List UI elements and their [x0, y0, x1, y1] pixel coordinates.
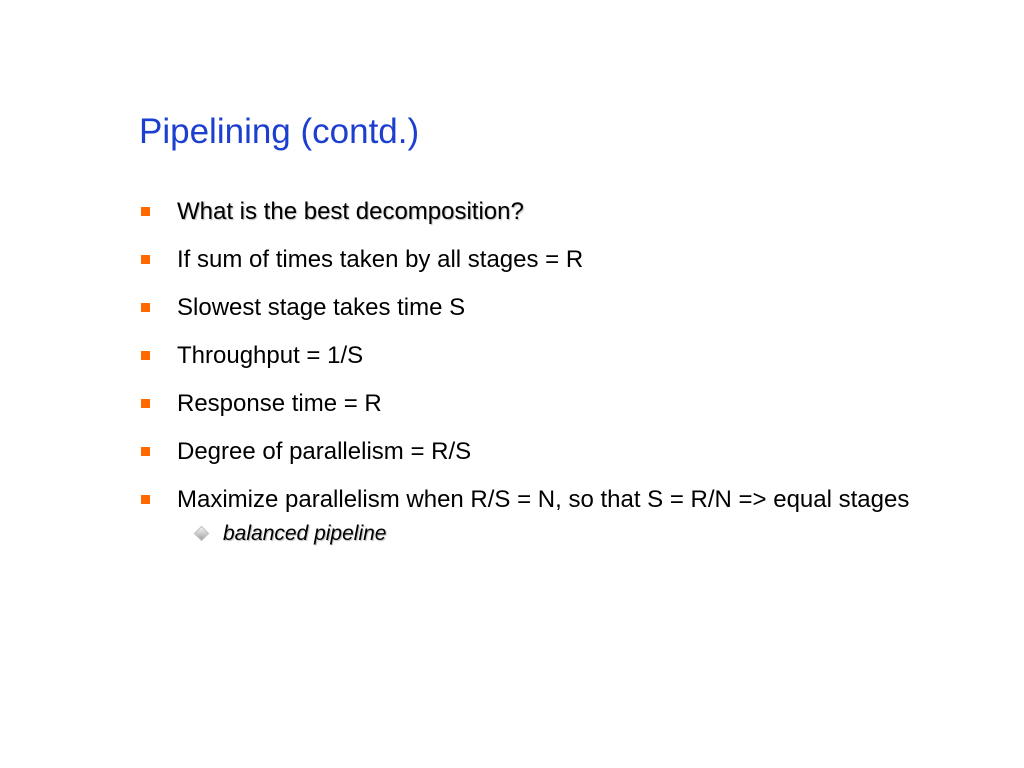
orange-square-bullet-icon: [141, 351, 150, 360]
bullet-item: [139, 195, 979, 228]
bullet-text: Slowest stage takes time S: [177, 294, 466, 321]
bullet-text: If sum of times taken by all stages = R: [177, 246, 584, 273]
bullet-item: [139, 243, 979, 276]
bullet-item: [139, 291, 979, 324]
slide-title: Pipelining (contd.): [139, 112, 420, 151]
bullet-item: [139, 483, 979, 516]
orange-square-bullet-icon: [141, 207, 150, 216]
bullet-item: [139, 339, 979, 372]
sub-bullet-item: [139, 519, 979, 549]
orange-square-bullet-icon: [141, 447, 150, 456]
bullet-item: [139, 435, 979, 468]
bullet-text: Maximize parallelism when R/S = N, so that S = R/N => equal stages: [177, 486, 910, 513]
bullet-text: Degree of parallelism = R/S: [177, 438, 472, 465]
bullet-item: [139, 387, 979, 420]
orange-square-bullet-icon: [141, 303, 150, 312]
orange-square-bullet-icon: [141, 399, 150, 408]
sub-bullet-text: balanced pipeline: [223, 522, 387, 545]
orange-square-bullet-icon: [141, 495, 150, 504]
bullet-list: [139, 195, 979, 549]
gray-diamond-bullet-icon: [194, 526, 210, 542]
bullet-text: Throughput = 1/S: [177, 342, 364, 369]
orange-square-bullet-icon: [141, 255, 150, 264]
bullet-text: What is the best decomposition?: [177, 198, 524, 225]
bullet-text: Response time = R: [177, 390, 382, 417]
